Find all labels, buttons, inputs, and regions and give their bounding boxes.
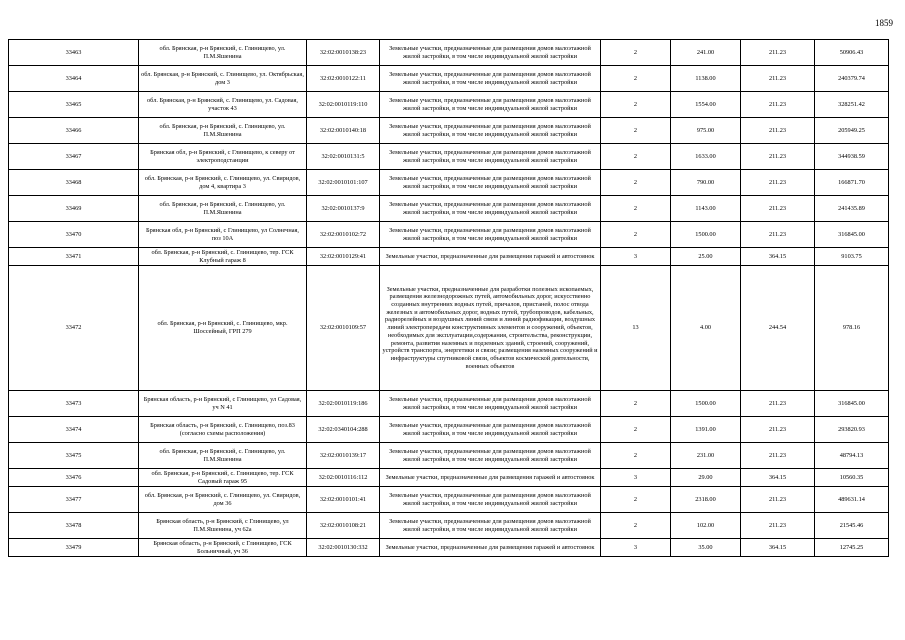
use-group-cell: 3 <box>601 469 671 487</box>
table-row <box>9 40 889 66</box>
cadastral-number-cell: 32:02:0340104:288 <box>307 417 380 443</box>
table-row <box>9 539 889 557</box>
address-cell: Брянская обл, р-н Брянский, с Глинищево, ул Солнечная, поз 10А <box>139 222 307 248</box>
table-row <box>9 170 889 196</box>
permitted-use-cell: Земельные участки, предназначенные для размещения домов малоэтажной жилой застройки, в том числе индивидуальной жилой застройки <box>380 170 601 196</box>
permitted-use-cell: Земельные участки, предназначенные для размещения гаражей и автостоянок <box>380 248 601 266</box>
area-cell: 1500.00 <box>671 391 741 417</box>
cadastral-value-table <box>8 39 889 557</box>
cadastral-value-cell: 10560.35 <box>815 469 889 487</box>
cadastral-number-cell: 32:02:0010116:112 <box>307 469 380 487</box>
permitted-use-cell: Земельные участки, предназначенные для размещения домов малоэтажной жилой застройки, в том числе индивидуальной жилой застройки <box>380 443 601 469</box>
parcel-number-cell: 33470 <box>9 222 139 248</box>
parcel-number-cell: 33469 <box>9 196 139 222</box>
specific-value-cell: 364.15 <box>741 469 815 487</box>
specific-value-cell: 244.54 <box>741 266 815 391</box>
permitted-use-cell: Земельные участки, предназначенные для размещения домов малоэтажной жилой застройки, в том числе индивидуальной жилой застройки <box>380 391 601 417</box>
area-cell: 1554.00 <box>671 92 741 118</box>
parcel-number-cell: 33467 <box>9 144 139 170</box>
permitted-use-cell: Земельные участки, предназначенные для размещения домов малоэтажной жилой застройки, в том числе индивидуальной жилой застройки <box>380 417 601 443</box>
specific-value-cell: 211.23 <box>741 443 815 469</box>
specific-value-cell: 364.15 <box>741 539 815 557</box>
permitted-use-cell: Земельные участки, предназначенные для размещения домов малоэтажной жилой застройки, в том числе индивидуальной жилой застройки <box>380 222 601 248</box>
parcel-number-cell: 33466 <box>9 118 139 144</box>
area-cell: 102.00 <box>671 513 741 539</box>
address-cell: Брянская область, р-н Брянский, с. Глинищево, поз.83 (согласно схемы расположения) <box>139 417 307 443</box>
cadastral-value-cell: 50906.43 <box>815 40 889 66</box>
cadastral-value-cell: 241435.89 <box>815 196 889 222</box>
address-cell: обл. Брянская, р-н Брянский, с. Глинищево, ул. Свиридов, дом 4, квартира 3 <box>139 170 307 196</box>
specific-value-cell: 211.23 <box>741 118 815 144</box>
cadastral-number-cell: 32:02:0010139:17 <box>307 443 380 469</box>
use-group-cell: 2 <box>601 40 671 66</box>
address-cell: обл. Брянская, р-н Брянский, с. Глинищево, ул. П.М.Яшенина <box>139 443 307 469</box>
parcel-number-cell: 33475 <box>9 443 139 469</box>
table-row <box>9 487 889 513</box>
cadastral-value-cell: 316845.00 <box>815 222 889 248</box>
area-cell: 1500.00 <box>671 222 741 248</box>
address-cell: обл. Брянская, р-н Брянский, с. Глинищево, тер. ГСК Садовый гараж 95 <box>139 469 307 487</box>
cadastral-number-cell: 32:02:0010122:11 <box>307 66 380 92</box>
specific-value-cell: 211.23 <box>741 222 815 248</box>
use-group-cell: 3 <box>601 539 671 557</box>
table-row <box>9 196 889 222</box>
cadastral-number-cell: 32:02:0010101:41 <box>307 487 380 513</box>
specific-value-cell: 364.15 <box>741 248 815 266</box>
permitted-use-cell: Земельные участки, предназначенные для размещения гаражей и автостоянок <box>380 469 601 487</box>
cadastral-number-cell: 32:02:0010130:332 <box>307 539 380 557</box>
table-row <box>9 248 889 266</box>
cadastral-number-cell: 32:02:0010119:110 <box>307 92 380 118</box>
specific-value-cell: 211.23 <box>741 417 815 443</box>
permitted-use-cell: Земельные участки, предназначенные для размещения домов малоэтажной жилой застройки, в том числе индивидуальной жилой застройки <box>380 66 601 92</box>
permitted-use-cell: Земельные участки, предназначенные для размещения домов малоэтажной жилой застройки, в том числе индивидуальной жилой застройки <box>380 92 601 118</box>
table-row <box>9 118 889 144</box>
area-cell: 231.00 <box>671 443 741 469</box>
permitted-use-cell: Земельные участки, предназначенные для размещения домов малоэтажной жилой застройки, в том числе индивидуальной жилой застройки <box>380 144 601 170</box>
permitted-use-cell: Земельные участки, предназначенные для размещения домов малоэтажной жилой застройки, в том числе индивидуальной жилой застройки <box>380 487 601 513</box>
specific-value-cell: 211.23 <box>741 144 815 170</box>
parcel-number-cell: 33476 <box>9 469 139 487</box>
use-group-cell: 2 <box>601 443 671 469</box>
parcel-number-cell: 33471 <box>9 248 139 266</box>
table-body <box>9 40 889 557</box>
parcel-number-cell: 33474 <box>9 417 139 443</box>
parcel-number-cell: 33477 <box>9 487 139 513</box>
specific-value-cell: 211.23 <box>741 513 815 539</box>
cadastral-number-cell: 32:02:0010109:57 <box>307 266 380 391</box>
cadastral-value-cell: 21545.46 <box>815 513 889 539</box>
specific-value-cell: 211.23 <box>741 487 815 513</box>
table-row <box>9 469 889 487</box>
cadastral-number-cell: 32:02:0010131:5 <box>307 144 380 170</box>
permitted-use-cell: Земельные участки, предназначенные для размещения гаражей и автостоянок <box>380 539 601 557</box>
table-row <box>9 417 889 443</box>
cadastral-value-cell: 240379.74 <box>815 66 889 92</box>
area-cell: 2318.00 <box>671 487 741 513</box>
use-group-cell: 2 <box>601 513 671 539</box>
parcel-number-cell: 33463 <box>9 40 139 66</box>
cadastral-number-cell: 32:02:0010119:186 <box>307 391 380 417</box>
cadastral-value-cell: 12745.25 <box>815 539 889 557</box>
table-row <box>9 144 889 170</box>
area-cell: 975.00 <box>671 118 741 144</box>
table-row <box>9 513 889 539</box>
cadastral-value-cell: 166871.70 <box>815 170 889 196</box>
area-cell: 35.00 <box>671 539 741 557</box>
parcel-number-cell: 33478 <box>9 513 139 539</box>
table-row <box>9 391 889 417</box>
area-cell: 29.00 <box>671 469 741 487</box>
table-row <box>9 66 889 92</box>
address-cell: обл. Брянская, р-н Брянский, с. Глинищево, ул. Свиридов, дом 36 <box>139 487 307 513</box>
address-cell: обл. Брянская, р-н Брянский, с. Глинищево, ул. Октябрьская, дом 3 <box>139 66 307 92</box>
cadastral-value-cell: 316845.00 <box>815 391 889 417</box>
parcel-number-cell: 33473 <box>9 391 139 417</box>
address-cell: Брянская область, р-н Брянский, с Глинищево, ул Садовая, уч N 41 <box>139 391 307 417</box>
table-row <box>9 443 889 469</box>
cadastral-value-cell: 344938.59 <box>815 144 889 170</box>
page-number: 1859 <box>875 18 893 28</box>
cadastral-value-cell: 293820.93 <box>815 417 889 443</box>
use-group-cell: 2 <box>601 487 671 513</box>
parcel-number-cell: 33468 <box>9 170 139 196</box>
cadastral-value-cell: 489631.14 <box>815 487 889 513</box>
cadastral-value-cell: 48794.13 <box>815 443 889 469</box>
use-group-cell: 2 <box>601 170 671 196</box>
address-cell: обл. Брянская, р-н Брянский, с. Глинищево, ул. П.М.Яшенина <box>139 196 307 222</box>
cadastral-value-cell: 9103.75 <box>815 248 889 266</box>
cadastral-number-cell: 32:02:0010140:18 <box>307 118 380 144</box>
use-group-cell: 2 <box>601 196 671 222</box>
use-group-cell: 3 <box>601 248 671 266</box>
use-group-cell: 13 <box>601 266 671 391</box>
use-group-cell: 2 <box>601 118 671 144</box>
area-cell: 1633.00 <box>671 144 741 170</box>
table-row <box>9 92 889 118</box>
specific-value-cell: 211.23 <box>741 40 815 66</box>
use-group-cell: 2 <box>601 417 671 443</box>
permitted-use-cell: Земельные участки, предназначенные для разработки полезных ископаемых, размещения железнодорожных путей, автомобильных дорог, искусственно созданных внутренних водных путей, причалов, пристаней, полос отвода железных и автомобильных дорог, водных путей, трубопроводов, кабельных, радиорелейных и воздушных линий связи и линий радиофикации, воздушных линий электропередачи конструктивных элементов и сооружений, объектов, необходимых для эксплуатации,содержания, строительства, реконструкции, ремонта, развития наземных и подземных зданий, строений, сооружений, устройств транспорта, энергетики и связи; размещения наземных сооружений и инфраструктуры спутниковой связи, объектов космической деятельности, военных объектов <box>380 266 601 391</box>
parcel-number-cell: 33465 <box>9 92 139 118</box>
address-cell: обл. Брянская, р-н Брянский, с. Глинищево, мкр. Шоссейный, ГРП 279 <box>139 266 307 391</box>
use-group-cell: 2 <box>601 66 671 92</box>
permitted-use-cell: Земельные участки, предназначенные для размещения домов малоэтажной жилой застройки, в том числе индивидуальной жилой застройки <box>380 513 601 539</box>
specific-value-cell: 211.23 <box>741 170 815 196</box>
permitted-use-cell: Земельные участки, предназначенные для размещения домов малоэтажной жилой застройки, в том числе индивидуальной жилой застройки <box>380 40 601 66</box>
area-cell: 1391.00 <box>671 417 741 443</box>
table-row <box>9 266 889 391</box>
specific-value-cell: 211.23 <box>741 92 815 118</box>
use-group-cell: 2 <box>601 222 671 248</box>
cadastral-value-cell: 328251.42 <box>815 92 889 118</box>
permitted-use-cell: Земельные участки, предназначенные для размещения домов малоэтажной жилой застройки, в том числе индивидуальной жилой застройки <box>380 196 601 222</box>
area-cell: 1143.00 <box>671 196 741 222</box>
specific-value-cell: 211.23 <box>741 391 815 417</box>
use-group-cell: 2 <box>601 144 671 170</box>
address-cell: Брянская область, р-н Брянский, с Глинищево, ГСК Больничный, уч 36 <box>139 539 307 557</box>
address-cell: Брянская обл, р-н Брянский, с Глинищево, к северу от электроподстанции <box>139 144 307 170</box>
parcel-number-cell: 33479 <box>9 539 139 557</box>
cadastral-number-cell: 32:02:0010138:23 <box>307 40 380 66</box>
specific-value-cell: 211.23 <box>741 66 815 92</box>
address-cell: обл. Брянская, р-н Брянский, с. Глинищево, ул. Садовая, участок 43 <box>139 92 307 118</box>
use-group-cell: 2 <box>601 391 671 417</box>
cadastral-number-cell: 32:02:0010102:72 <box>307 222 380 248</box>
permitted-use-cell: Земельные участки, предназначенные для размещения домов малоэтажной жилой застройки, в том числе индивидуальной жилой застройки <box>380 118 601 144</box>
address-cell: обл. Брянская, р-н Брянский, с. Глинищево, тер. ГСК Клубный гараж 8 <box>139 248 307 266</box>
address-cell: обл. Брянская, р-н Брянский, с. Глинищево, ул. П.М.Яшенина <box>139 118 307 144</box>
area-cell: 790.00 <box>671 170 741 196</box>
use-group-cell: 2 <box>601 92 671 118</box>
parcel-number-cell: 33464 <box>9 66 139 92</box>
parcel-number-cell: 33472 <box>9 266 139 391</box>
table-row <box>9 222 889 248</box>
address-cell: обл. Брянская, р-н Брянский, с. Глинищево, ул. П.М.Яшенина <box>139 40 307 66</box>
cadastral-number-cell: 32:02:0010108:21 <box>307 513 380 539</box>
cadastral-number-cell: 32:02:0010101:107 <box>307 170 380 196</box>
area-cell: 1138.00 <box>671 66 741 92</box>
area-cell: 4.00 <box>671 266 741 391</box>
cadastral-value-cell: 978.16 <box>815 266 889 391</box>
cadastral-value-cell: 205949.25 <box>815 118 889 144</box>
specific-value-cell: 211.23 <box>741 196 815 222</box>
address-cell: Брянская область, р-н Брянский, с Глинищево, ул П.М.Яшенина, уч 62а <box>139 513 307 539</box>
area-cell: 241.00 <box>671 40 741 66</box>
area-cell: 25.00 <box>671 248 741 266</box>
cadastral-number-cell: 32:02:0010137:9 <box>307 196 380 222</box>
cadastral-number-cell: 32:02:0010129:41 <box>307 248 380 266</box>
